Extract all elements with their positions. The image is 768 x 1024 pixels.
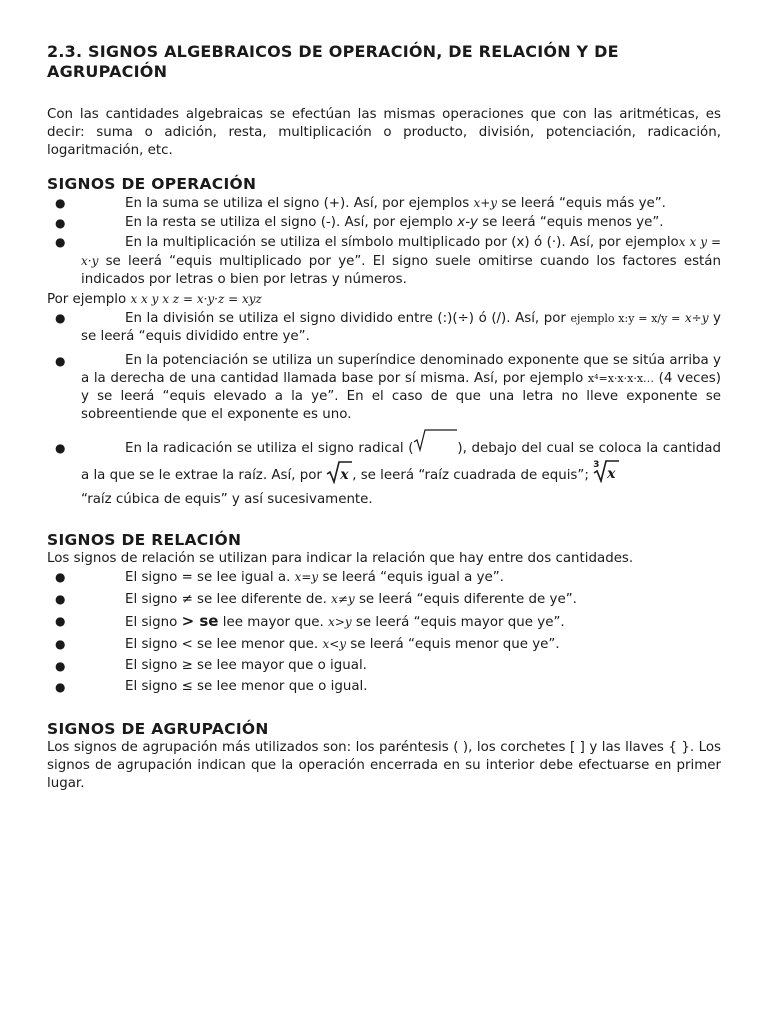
bullet-icon: ● bbox=[55, 592, 66, 606]
list-item-igual: ● El signo = se lee igual a. x=y se leerá “equis igual a ye”. bbox=[55, 570, 504, 585]
list-item-multiplicacion: ● En la multiplicación se utiliza el símbolo multiplicado por (x) ó (·). Así, por ejemplox x y = x·y se leerá “equis multiplicado por ye”. El signo suele omitirse cuando los factores están indicados por letras o bien por letras y números. bbox=[55, 235, 721, 287]
intro-paragraph: Con las cantidades algebraicas se efectúan las mismas operaciones que con las aritméticas, es decir: suma o adición, resta, multiplicación o producto, división, potenciación, radicación, logaritmación, etc. bbox=[47, 107, 721, 158]
heading-agrupacion: SIGNOS DE AGRUPACIÓN bbox=[47, 720, 269, 738]
bullet-icon: ● bbox=[55, 441, 66, 455]
bullet-icon: ● bbox=[55, 614, 66, 628]
agrupacion-paragraph: Los signos de agrupación más utilizados son: los paréntesis ( ), los corchetes [ ] y las llaves { }. Los signos de agrupación indican que la operación encerrada en su interior debe efectuarse en primer lugar. bbox=[47, 740, 721, 791]
heading-relacion: SIGNOS DE RELACIÓN bbox=[47, 531, 242, 549]
section-relacion bbox=[47, 530, 721, 696]
relacion-list bbox=[47, 568, 721, 696]
list-item-resta: ● En la resta se utiliza el signo (-). Así, por ejemplo x-y se leerá “equis menos ye”. bbox=[55, 215, 664, 230]
heading-operacion: SIGNOS DE OPERACIÓN bbox=[47, 175, 257, 193]
list-item-diferente: ● El signo ≠ se lee diferente de. x≠y se leerá “equis diferente de ye”. bbox=[55, 592, 577, 607]
bullet-icon: ● bbox=[55, 235, 66, 249]
cube-root-x-icon: 3 x bbox=[593, 461, 619, 485]
section-agrupacion bbox=[47, 719, 721, 793]
page-title: 2.3. SIGNOS ALGEBRAICOS DE OPERACIÓN, DE RELACIÓN Y DE AGRUPACIÓN bbox=[47, 42, 619, 81]
list-item-menor-igual: ● El signo ≤ se lee menor que o igual. bbox=[55, 679, 368, 694]
list-item-mayor-igual: ● El signo ≥ se lee mayor que o igual. bbox=[55, 658, 367, 673]
ejemplo-line: Por ejemplo x x y x z = x·y·z = xyz bbox=[47, 292, 262, 307]
bullet-icon: ● bbox=[55, 637, 66, 651]
square-root-x-icon: x bbox=[326, 462, 352, 484]
list-item-radicacion: ● En la radicación se utiliza el signo radical ( ), debajo del cual se coloca la cantidad a la que se le extrae la raíz. Así, por x , se leerá “raíz cuadrada de equis”; 3 x “raíz cúbica de equis” y así sucesivamente. bbox=[47, 436, 721, 512]
bullet-icon: ● bbox=[55, 680, 66, 694]
bullet-icon: ● bbox=[55, 354, 66, 368]
list-item-mayor: ● El signo > se lee mayor que. x>y se leerá “equis mayor que ye”. bbox=[55, 612, 565, 630]
list-item-division: ● En la división se utiliza el signo dividido entre (:)(÷) ó (/). Así, por ejemplo x:y = x/y = x÷y y se leerá “equis dividido entre ye”. bbox=[55, 311, 721, 344]
operacion-list bbox=[47, 194, 721, 289]
relacion-intro: Los signos de relación se utilizan para indicar la relación que hay entre dos cantidades. bbox=[47, 551, 634, 566]
bullet-icon: ● bbox=[55, 216, 66, 230]
radical-sign-icon bbox=[413, 436, 457, 454]
section-operacion bbox=[47, 174, 721, 512]
operacion-list-2 bbox=[47, 309, 721, 512]
bullet-icon: ● bbox=[55, 659, 66, 673]
bullet-icon: ● bbox=[55, 196, 66, 210]
list-item-menor: ● El signo < se lee menor que. x<y se leerá “equis menor que ye”. bbox=[55, 637, 560, 652]
bullet-icon: ● bbox=[55, 311, 66, 325]
list-item-suma: ● En la suma se utiliza el signo (+). Así, por ejemplos x+y se leerá “equis más ye”. bbox=[55, 196, 666, 211]
list-item-potenciacion: ● En la potenciación se utiliza un superíndice denominado exponente que se sitúa arriba y a la derecha de una cantidad llamada base por sí misma. Así, por ejemplo x⁴=x·x·x·x… (4 veces) y se leerá “equis elevado a la ye”. En el caso de que una letra no lleve exponente se sobreentiende que el exponente es uno. bbox=[55, 353, 721, 422]
bullet-icon: ● bbox=[55, 570, 66, 584]
